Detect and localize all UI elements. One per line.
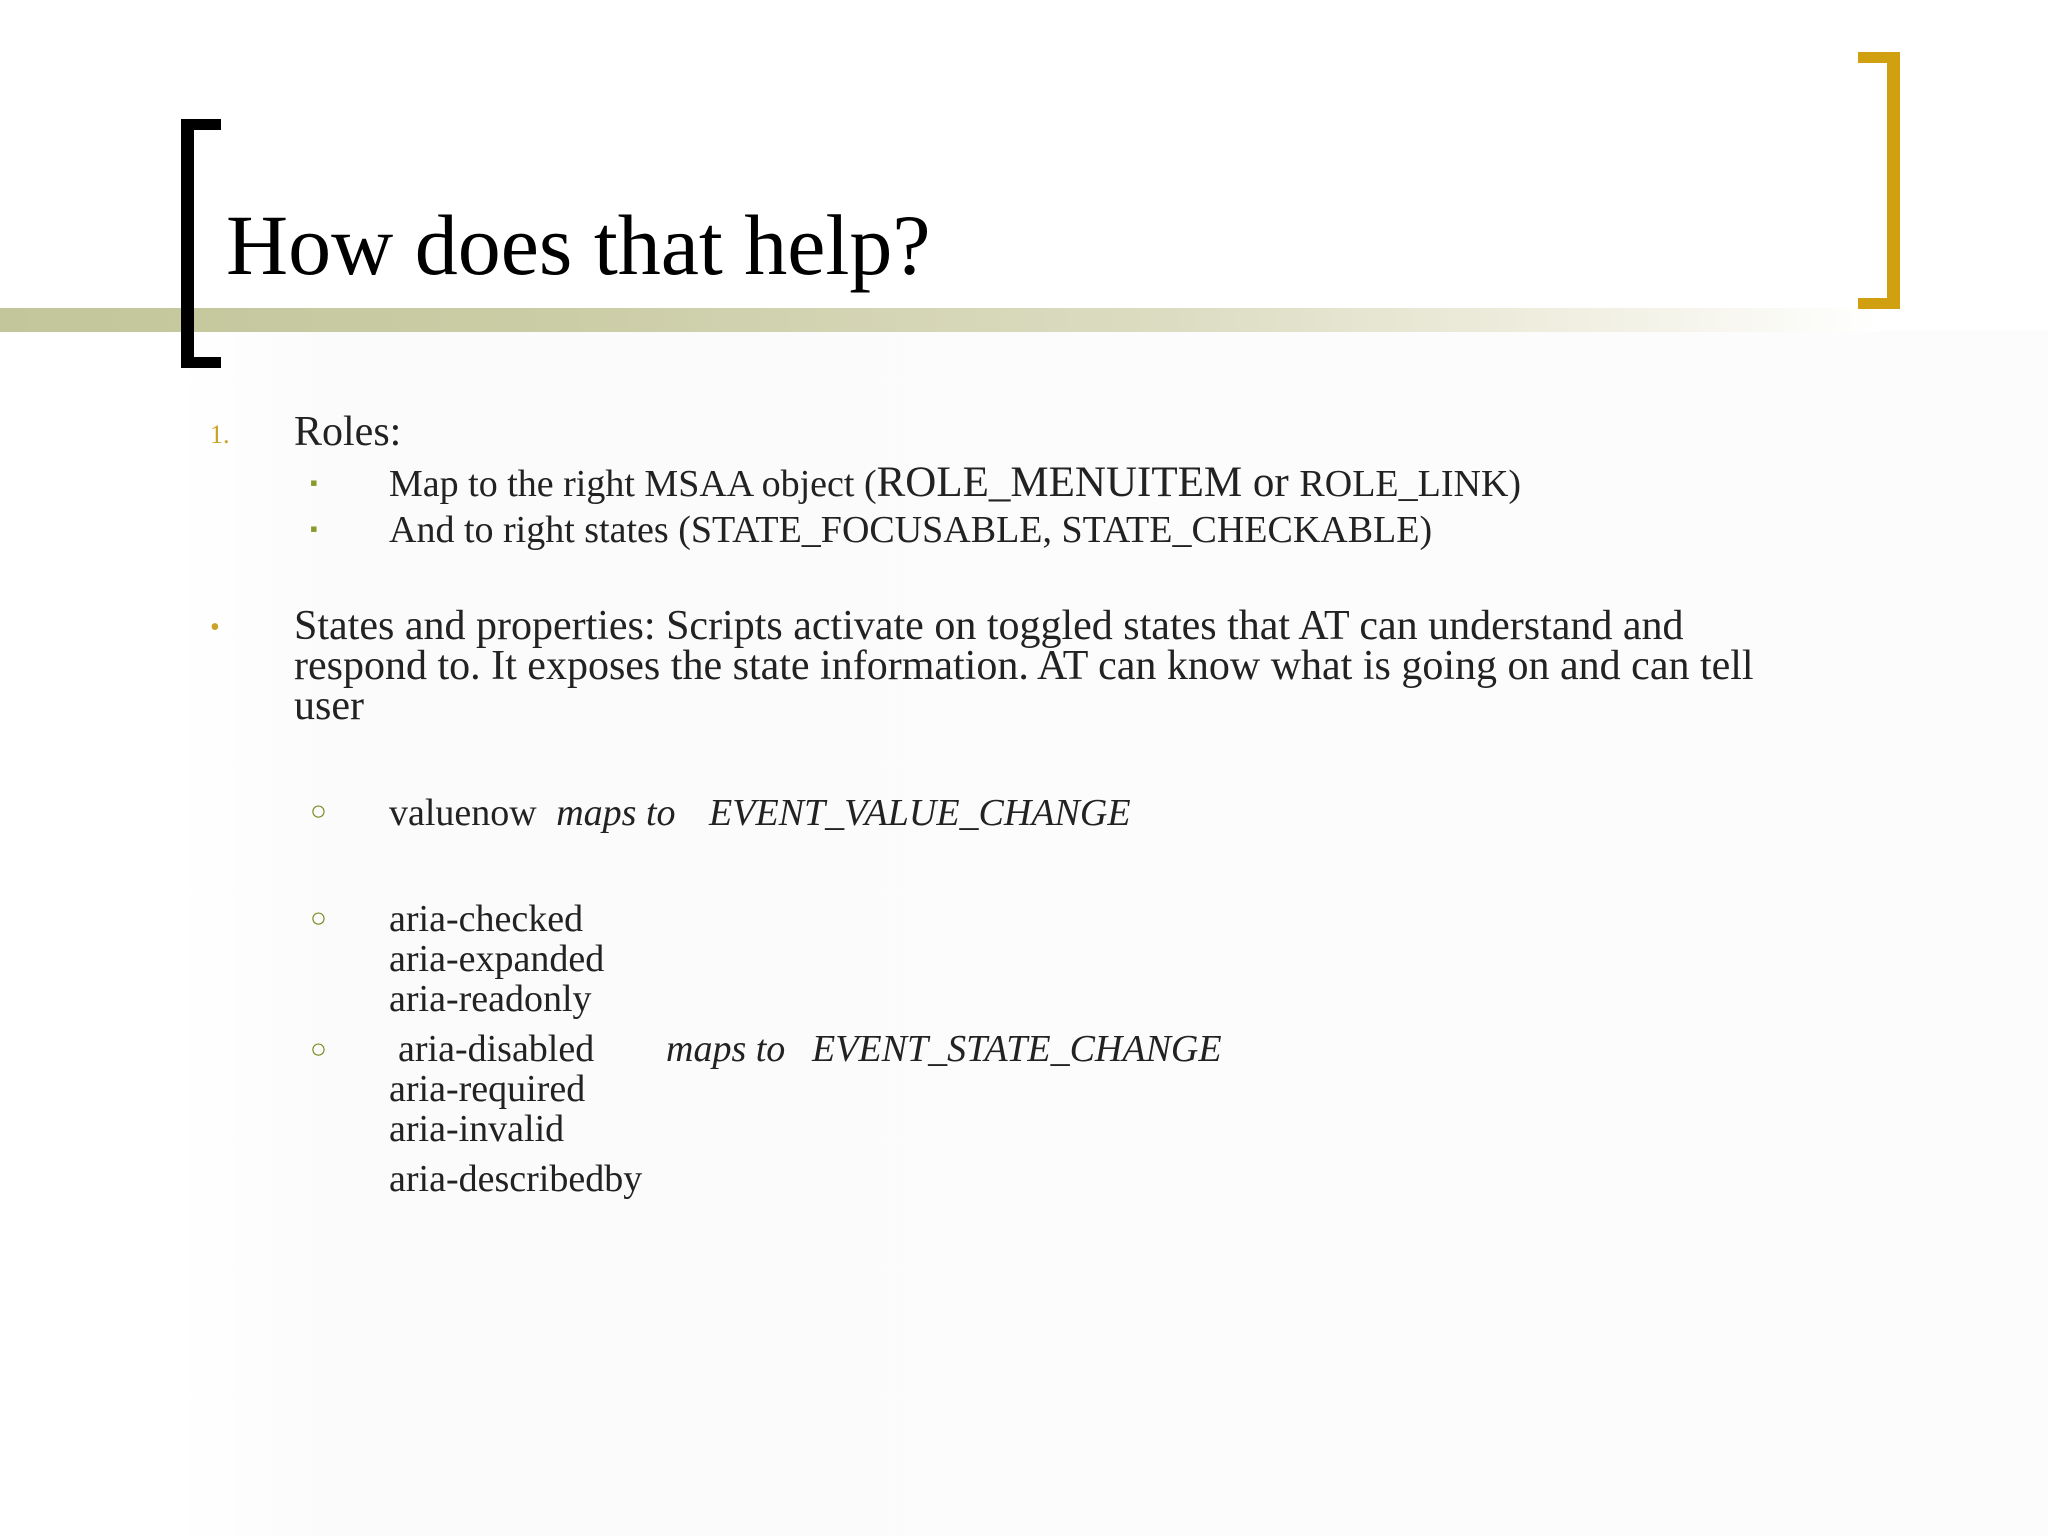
maps-to-text: maps to bbox=[556, 792, 676, 834]
valuenow-term: valuenow bbox=[389, 792, 537, 834]
left-bracket-decoration bbox=[181, 119, 221, 368]
aria-attribute: aria-required bbox=[389, 1068, 586, 1110]
title-underline-band bbox=[0, 308, 1880, 332]
roles-item-map bbox=[389, 459, 1522, 506]
aria-attribute: aria-readonly bbox=[389, 978, 592, 1020]
state-event-text: EVENT_STATE_CHANGE bbox=[812, 1028, 1222, 1070]
aria-attribute-list bbox=[389, 899, 604, 1019]
roles-item-map-suffix: ) bbox=[1508, 463, 1522, 505]
aria-attribute: aria-expanded bbox=[389, 938, 605, 980]
right-bracket-decoration bbox=[1858, 52, 1900, 309]
roles-label: Roles: bbox=[294, 409, 402, 455]
maps-to-text: maps to bbox=[666, 1028, 786, 1070]
circle-bullet-marker: ○ bbox=[310, 1034, 327, 1065]
role-menuitem-text: ROLE_MENUITEM bbox=[876, 459, 1243, 506]
aria-attribute: aria-checked bbox=[389, 898, 584, 940]
bullet-marker: • bbox=[210, 612, 220, 643]
aria-attribute: aria-invalid bbox=[389, 1108, 565, 1150]
roles-item-states: And to right states (STATE_FOCUSABLE, STATE_CHECKABLE) bbox=[389, 509, 1433, 551]
valuenow-item bbox=[389, 793, 1131, 833]
or-text: or bbox=[1242, 459, 1300, 506]
value-event-text: EVENT_VALUE_CHANGE bbox=[709, 792, 1131, 834]
states-line: user bbox=[294, 683, 364, 729]
aria-disabled-text: aria-disabled bbox=[398, 1028, 595, 1070]
states-line: States and properties: Scripts activate on toggled states that AT can understand and bbox=[294, 603, 1684, 649]
bullet-marker: ▪ bbox=[310, 516, 318, 541]
states-line: respond to. It exposes the state information. AT can know what is going on and can tell bbox=[294, 643, 1754, 689]
list-number-marker: 1. bbox=[210, 420, 230, 449]
circle-bullet-marker: ○ bbox=[310, 903, 327, 934]
roles-item-map-prefix: Map to the right MSAA object ( bbox=[389, 463, 877, 505]
bullet-marker: ▪ bbox=[310, 470, 318, 495]
slide-title: How does that help? bbox=[226, 197, 931, 293]
aria-describedby-text: aria-describedby bbox=[389, 1158, 643, 1200]
circle-bullet-marker: ○ bbox=[310, 796, 327, 827]
role-link-text: ROLE_LINK bbox=[1299, 463, 1509, 505]
aria-attribute-list bbox=[389, 1069, 585, 1149]
states-paragraph bbox=[294, 603, 1914, 729]
